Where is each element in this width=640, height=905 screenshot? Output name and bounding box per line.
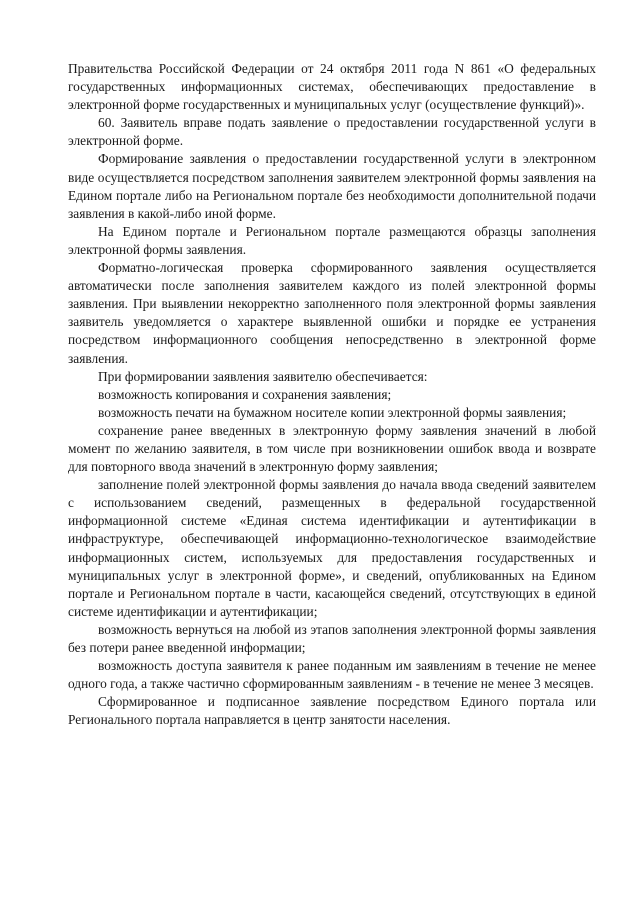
paragraph-form-creation: Формирование заявления о предоставлении государственной услуги в электронном виде осуществляется посредством заполнения заявителем электронной формы заявления на Едином портале либо на Региональном портале без необходимости дополнительной подачи заявления в какой-либо иной форме. bbox=[68, 151, 596, 221]
paragraph-copy-save: возможность копирования и сохранения заявления; bbox=[98, 386, 392, 402]
paragraph-applicant-provisions: При формировании заявления заявителю обеспечивается: bbox=[98, 368, 428, 384]
paragraph-return-to-step: возможность вернуться на любой из этапов заполнения электронной формы заявления без потери ранее введенной информации; bbox=[68, 621, 596, 655]
paragraph-format-check: Форматно-логическая проверка сформированного заявления осуществляется автоматически после заполнения заявителем каждого из полей электронной формы заявления. При выявлении некорректно заполненного поля электронной формы заявления заявитель уведомляется о характере выявленной ошибки и порядке ее устранения посредством информационного сообщения непосредственно в электронной форме заявления. bbox=[68, 260, 596, 366]
paragraph-regulation-reference: Правительства Российской Федерации от 24 октября 2011 года N 861 «О федеральных государственных информационных системах, обеспечивающих предоставление в электронной форме государственных и муниципальных услуг (осуществление функций)». bbox=[68, 61, 596, 113]
paragraph-send-to-center: Сформированное и подписанное заявление посредством Единого портала или Регионального портала направляется в центр занятости населения. bbox=[68, 694, 596, 728]
paragraph-form-samples: На Едином портале и Региональном портале размещаются образцы заполнения электронной формы заявления. bbox=[68, 223, 596, 257]
document-page bbox=[68, 60, 596, 729]
paragraph-print: возможность печати на бумажном носителе копии электронной формы заявления; bbox=[98, 404, 567, 420]
paragraph-access-submitted: возможность доступа заявителя к ранее поданным им заявлениям в течение не менее одного года, а также частично сформированным заявлениям - в течение не менее 3 месяцев. bbox=[68, 658, 596, 692]
paragraph-save-values: сохранение ранее введенных в электронную форму заявления значений в любой момент по желанию заявителя, в том числе при возникновении ошибок ввода и возврате для повторного ввода значений в электронную форму заявления; bbox=[68, 422, 596, 475]
paragraph-item-60: 60. Заявитель вправе подать заявление о предоставлении государственной услуги в электронной форме. bbox=[68, 115, 596, 149]
paragraph-prefill-fields: заполнение полей электронной формы заявления до начала ввода сведений заявителем с использованием сведений, размещенных в федеральной государственной информационной системе «Единая система идентификации и аутентификации в инфраструктуре, обеспечивающей информационно-технологическое взаимодействие информационных систем, используемых для предоставления государственных и муниципальных услуг в электронной форме», и сведений, опубликованных на Едином портале и Региональном портале в части, касающейся сведений, отсутствующих в единой системе идентификации и аутентификации; bbox=[68, 477, 596, 619]
